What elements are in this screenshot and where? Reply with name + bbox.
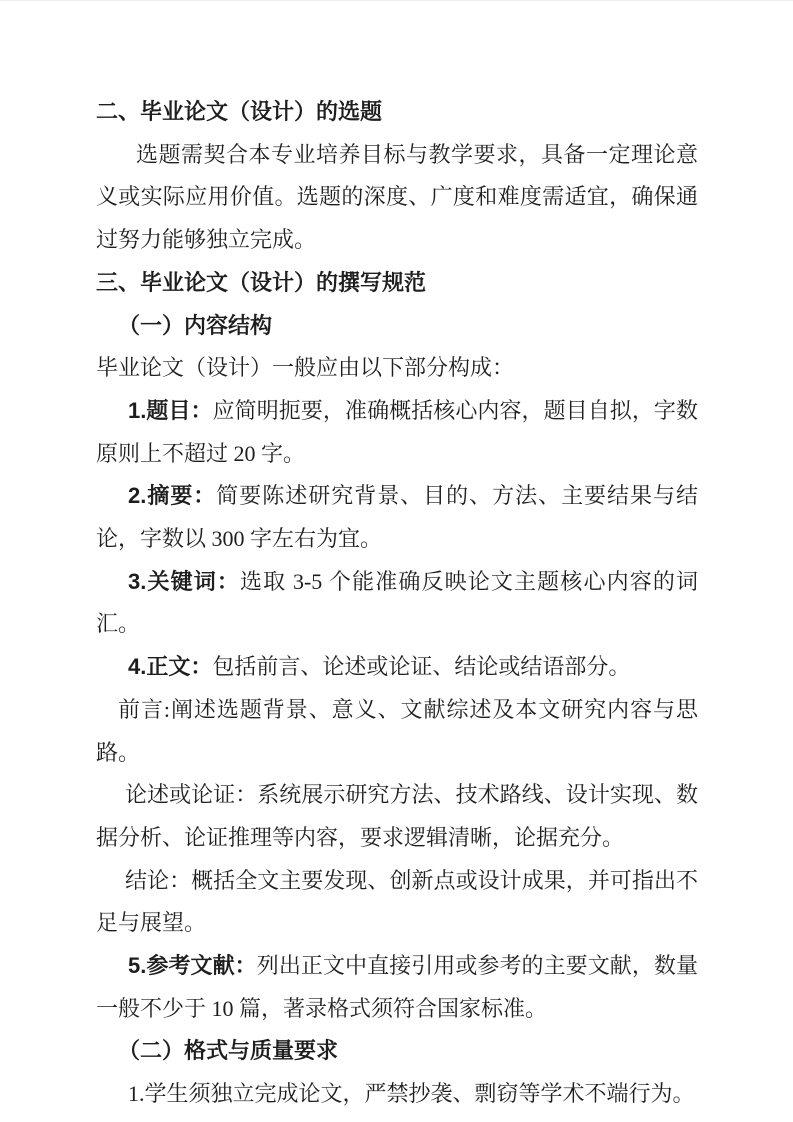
body-paragraph-foreword — [96, 689, 698, 774]
text-run: 二、毕业论文（设计）的选题 — [96, 99, 383, 124]
list-item-2-abstract — [96, 475, 698, 560]
text-run: 4.正文： — [128, 654, 213, 680]
text-run: 1.学生须独立完成论文，严禁抄袭、剽窃等学术不端行为。 — [128, 1081, 695, 1107]
list-item-4-maintext — [96, 646, 698, 689]
section-heading-3 — [96, 262, 698, 305]
list-item-5-references — [96, 945, 698, 1030]
text-run: 论述或论证：系统展示研究方法、技术路线、设计实现、数据分析、论证推理等内容，要求逻辑清晰，论据充分。 — [96, 782, 698, 850]
body-paragraph-conclusion — [96, 860, 698, 945]
body-paragraph-quality-1 — [96, 1073, 698, 1116]
text-run: 3.关键词： — [128, 568, 241, 594]
text-run: 应简明扼要，准确概括核心内容，题目自拟，字数原则上不超过 20 字。 — [96, 397, 698, 466]
document-content — [96, 91, 698, 1116]
section-heading-2 — [96, 91, 698, 134]
text-run: 2.摘要： — [128, 483, 217, 509]
text-run: 选题需契合本专业培养目标与教学要求，具备一定理论意义或实际应用价值。选题的深度、广度和难度需适宜，确保通过努力能够独立完成。 — [96, 141, 698, 253]
text-run: 三、毕业论文（设计）的撰写规范 — [96, 269, 427, 295]
body-paragraph — [96, 134, 698, 262]
text-run: 1.题目： — [128, 397, 213, 423]
text-run: （二）格式与质量要求 — [118, 1038, 339, 1064]
list-item-3-keywords — [96, 561, 698, 646]
text-run: 包括前言、论述或论证、结论或结语部分。 — [212, 654, 631, 680]
subsection-heading-2 — [96, 1030, 698, 1073]
body-paragraph-discussion — [96, 774, 698, 859]
text-run: 选取 3-5 个能准确反映论文主题核心内容的词汇。 — [96, 568, 698, 637]
text-run: 5.参考文献： — [128, 953, 257, 979]
text-run: 前言:阐述选题背景、意义、文献综述及本文研究内容与思路。 — [96, 696, 698, 765]
text-run: （一）内容结构 — [118, 312, 273, 338]
text-run: 简要陈述研究背景、目的、方法、主要结果与结论，字数以 300 字左右为宜。 — [96, 483, 698, 552]
text-run: 毕业论文（设计）一般应由以下部分构成： — [96, 355, 515, 381]
list-item-1-title — [96, 390, 698, 475]
text-run: 列出正文中直接引用或参考的主要文献，数量一般不少于 10 篇，著录格式须符合国家标准。 — [96, 953, 698, 1021]
body-paragraph — [96, 347, 698, 390]
subsection-heading-1 — [96, 305, 698, 348]
text-run: 结论：概括全文主要发现、创新点或设计成果，并可指出不足与展望。 — [96, 867, 698, 936]
